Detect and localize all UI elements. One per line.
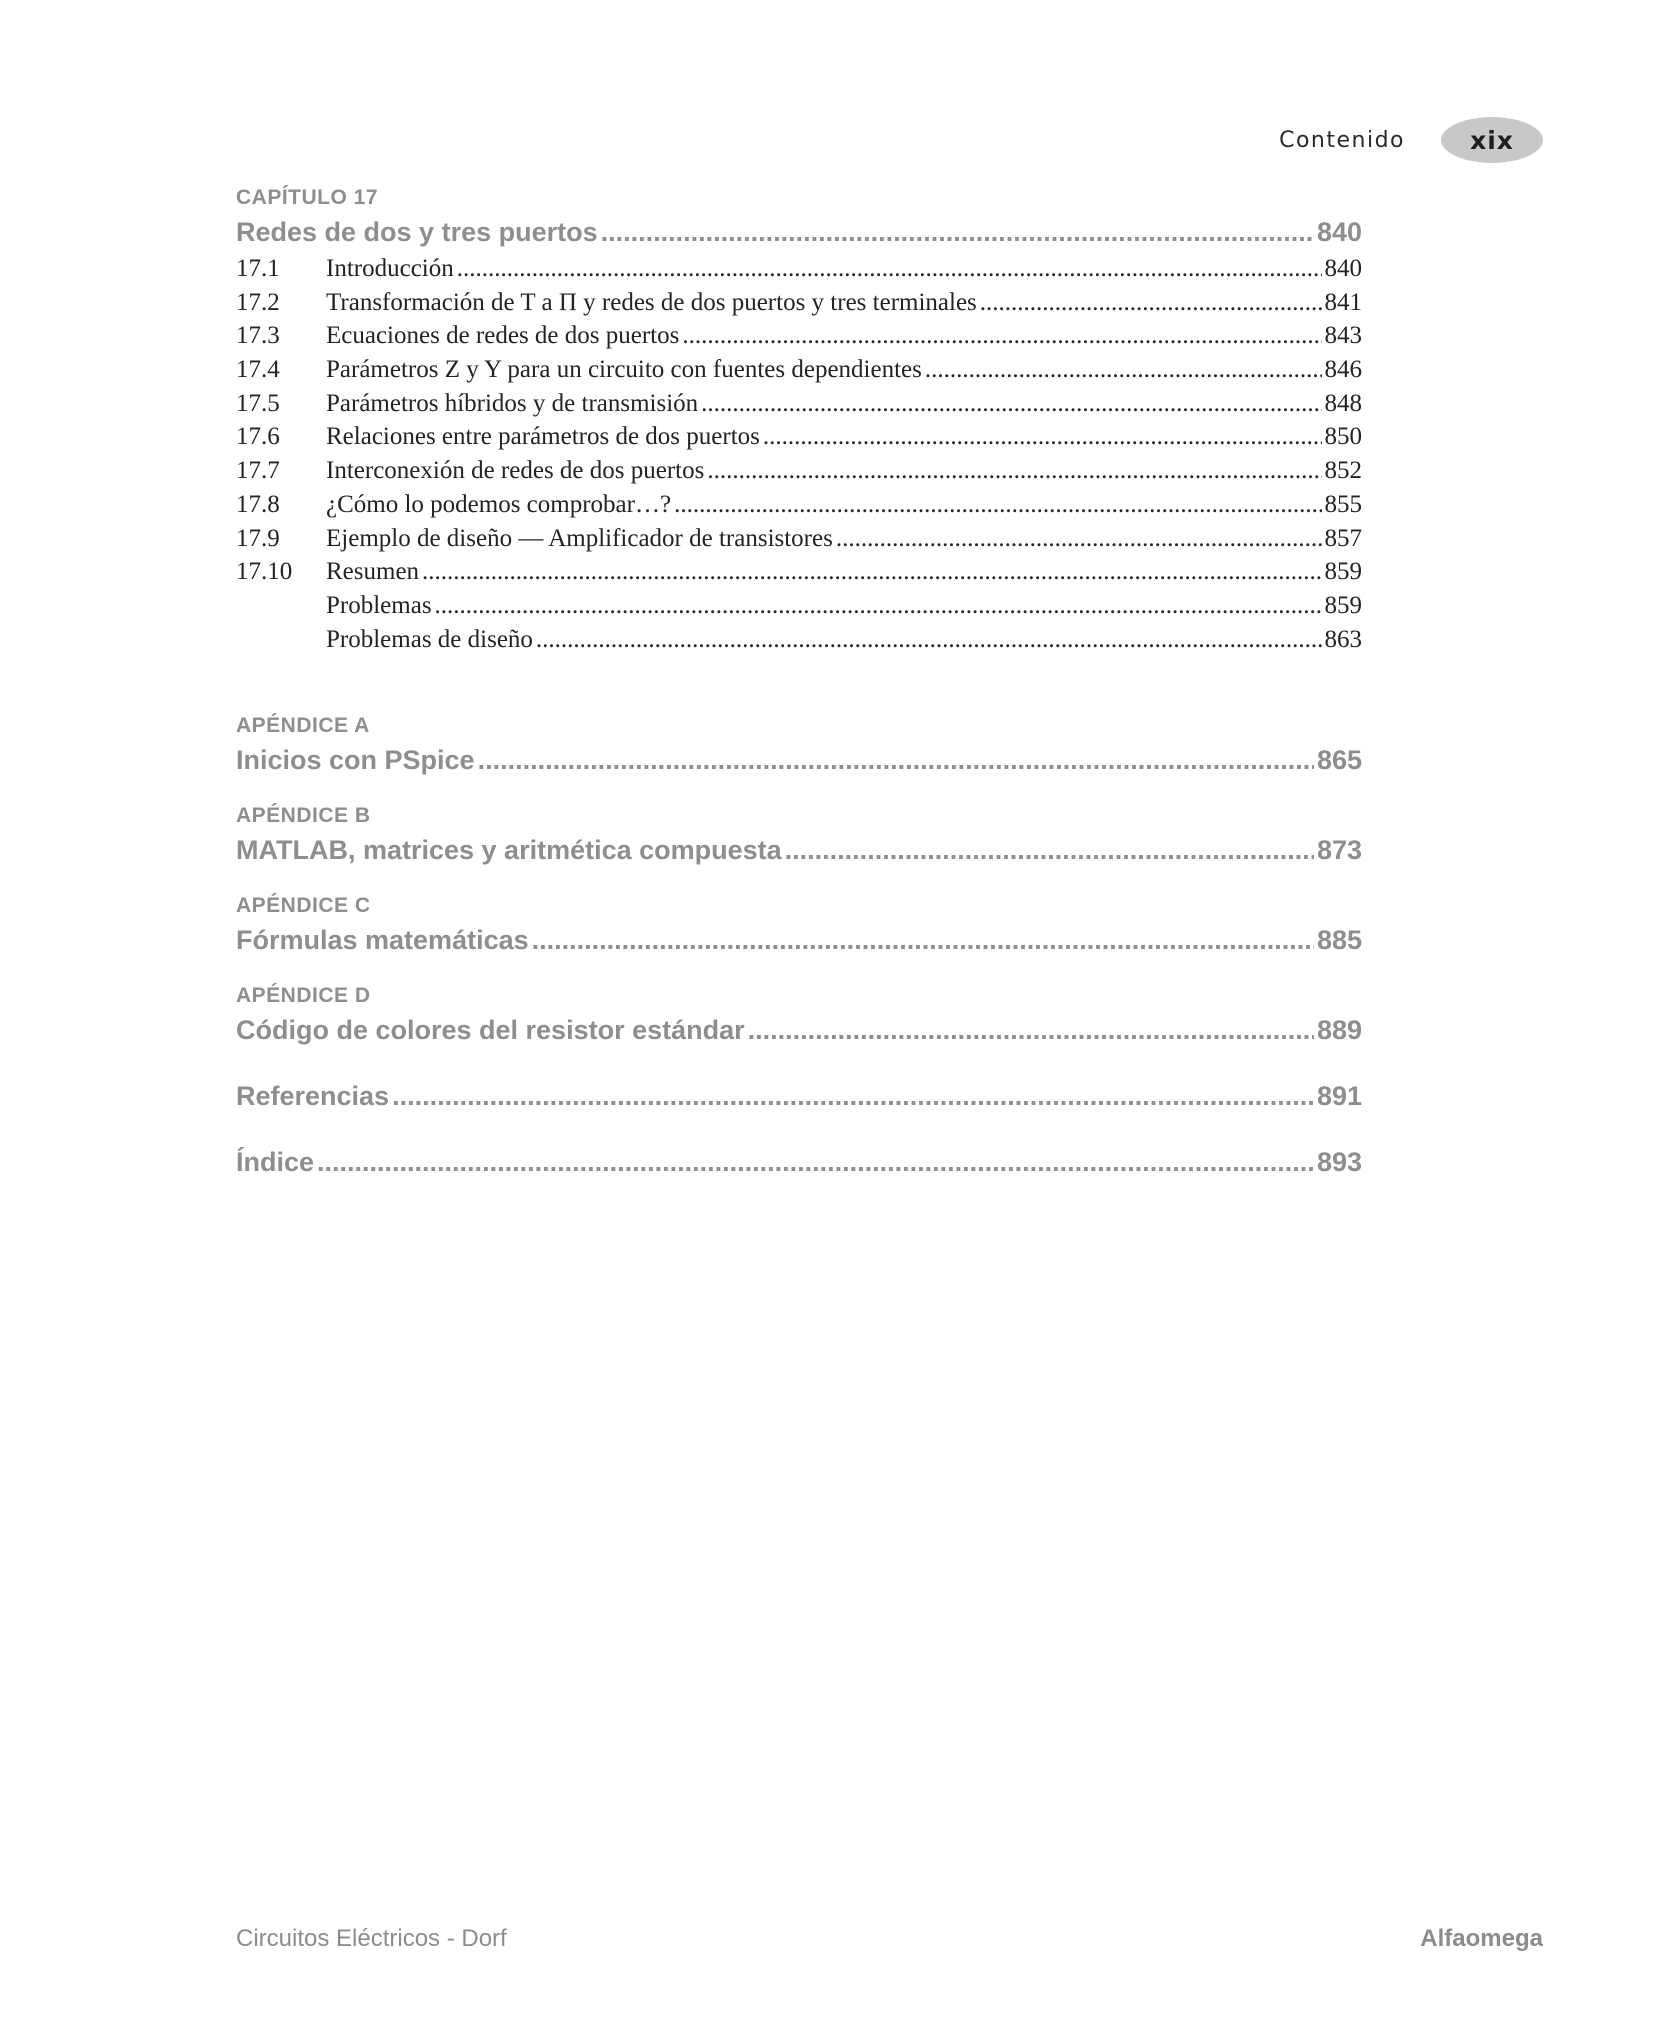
page-number-badge: xix [1441,117,1543,163]
publisher-footer: Alfaomega [1420,1925,1543,1952]
page-header [1279,115,1543,165]
book-title-footer: Circuitos Eléctricos - Dorf [236,1925,507,1952]
toc-entry[interactable] [236,252,1362,286]
section-number: 17.5 [236,389,280,417]
dot-leader [701,387,1321,421]
section-number: 17.1 [236,255,280,282]
section-number: 17.8 [236,490,280,518]
index-title: Índice [236,1147,315,1178]
dot-leader [763,420,1322,454]
section-title: Parámetros Z y Y para un circuito con fuentes dependientes [326,356,922,384]
toc-entry[interactable] [236,522,1362,556]
spacer [236,1050,1362,1076]
section-page: 852 [1324,457,1362,485]
section-number: 17.9 [236,524,280,552]
references-page: 891 [1316,1081,1362,1112]
section-number: 17.10 [236,558,293,586]
section-page: 859 [1324,591,1362,619]
spacer [236,960,1362,982]
running-header: Contenido [1279,127,1405,153]
toc-entry[interactable] [236,353,1362,387]
section-number: 17.4 [236,356,280,384]
references-heading[interactable] [236,1076,1362,1116]
chapter-title: Redes de dos y tres puertos [236,217,598,247]
appendix-title: Código de colores del resistor estándar [236,1015,745,1046]
section-title: ¿Cómo lo podemos comprobar…? [326,490,672,518]
chapter-page: 840 [1316,217,1362,247]
spacer [236,780,1362,802]
toc-entry[interactable] [236,623,1362,657]
section-title: Ecuaciones de redes de dos puertos [326,322,680,350]
dot-leader [435,589,1322,623]
section-number: 17.3 [236,322,280,350]
section-title: Transformación de T a Π y redes de dos puertos y tres terminales [326,288,977,316]
spacer [236,1116,1362,1142]
toc-entry[interactable] [236,387,1362,421]
dot-leader [478,740,1314,780]
dot-leader [422,555,1321,589]
dot-leader [536,623,1322,657]
section-page: 859 [1324,558,1362,586]
dot-leader [674,488,1321,522]
index-heading[interactable] [236,1142,1362,1182]
dot-leader [980,286,1322,320]
section-number: 17.6 [236,423,280,451]
dot-leader [532,920,1314,960]
toc-entry[interactable] [236,319,1362,353]
appendix-label: APÉNDICE B [236,804,371,828]
appendix-page: 885 [1316,925,1362,956]
dot-leader [836,522,1322,556]
section-title: Interconexión de redes de dos puertos [326,457,705,485]
dot-leader [601,212,1314,252]
section-title: Problemas [326,591,432,619]
dot-leader [785,830,1314,870]
appendix-title: Fórmulas matemáticas [236,925,529,956]
section-page: 846 [1324,356,1362,384]
appendix-page: 873 [1316,835,1362,866]
appendix-heading[interactable] [236,1010,1362,1050]
section-page: 863 [1324,625,1362,653]
dot-leader [392,1076,1314,1116]
section-title: Parámetros híbridos y de transmisión [326,389,699,417]
appendix-title: Inicios con PSpice [236,745,475,776]
appendix-page: 889 [1316,1015,1362,1046]
section-page: 857 [1324,524,1362,552]
dot-leader [682,319,1321,353]
dot-leader [748,1010,1314,1050]
section-page: 850 [1324,423,1362,451]
appendix-label: APÉNDICE D [236,984,371,1008]
references-title: Referencias [236,1081,390,1112]
dot-leader [457,252,1322,286]
section-page: 848 [1324,389,1362,417]
spacer [236,870,1362,892]
section-page: 840 [1324,255,1362,282]
section-number: 17.2 [236,288,280,316]
section-title: Introducción [326,255,454,282]
appendix-heading[interactable] [236,830,1362,870]
index-page: 893 [1316,1147,1362,1178]
section-title: Resumen [326,558,420,586]
table-of-contents [236,184,1362,1182]
appendix-title: MATLAB, matrices y aritmética compuesta [236,835,782,866]
dot-leader [925,353,1322,387]
appendix-heading[interactable] [236,920,1362,960]
section-page: 855 [1324,490,1362,518]
section-title: Relaciones entre parámetros de dos puertos [326,423,760,451]
spacer [236,656,1362,712]
section-page: 843 [1324,322,1362,350]
appendix-heading[interactable] [236,740,1362,780]
section-page: 841 [1324,288,1362,316]
dot-leader [317,1142,1314,1182]
toc-entry[interactable] [236,488,1362,522]
section-number: 17.7 [236,457,280,485]
toc-entry[interactable] [236,286,1362,320]
appendix-label: APÉNDICE A [236,714,370,738]
appendix-label: APÉNDICE C [236,894,371,918]
section-title: Problemas de diseño [326,625,533,653]
toc-entry[interactable] [236,420,1362,454]
dot-leader [707,454,1321,488]
chapter-heading[interactable] [236,212,1362,252]
toc-entry[interactable] [236,555,1362,589]
toc-entry[interactable] [236,589,1362,623]
appendix-page: 865 [1316,745,1362,776]
section-title: Ejemplo de diseño — Amplificador de transistores [326,524,833,552]
chapter-label: CAPÍTULO 17 [236,186,379,209]
toc-entry[interactable] [236,454,1362,488]
